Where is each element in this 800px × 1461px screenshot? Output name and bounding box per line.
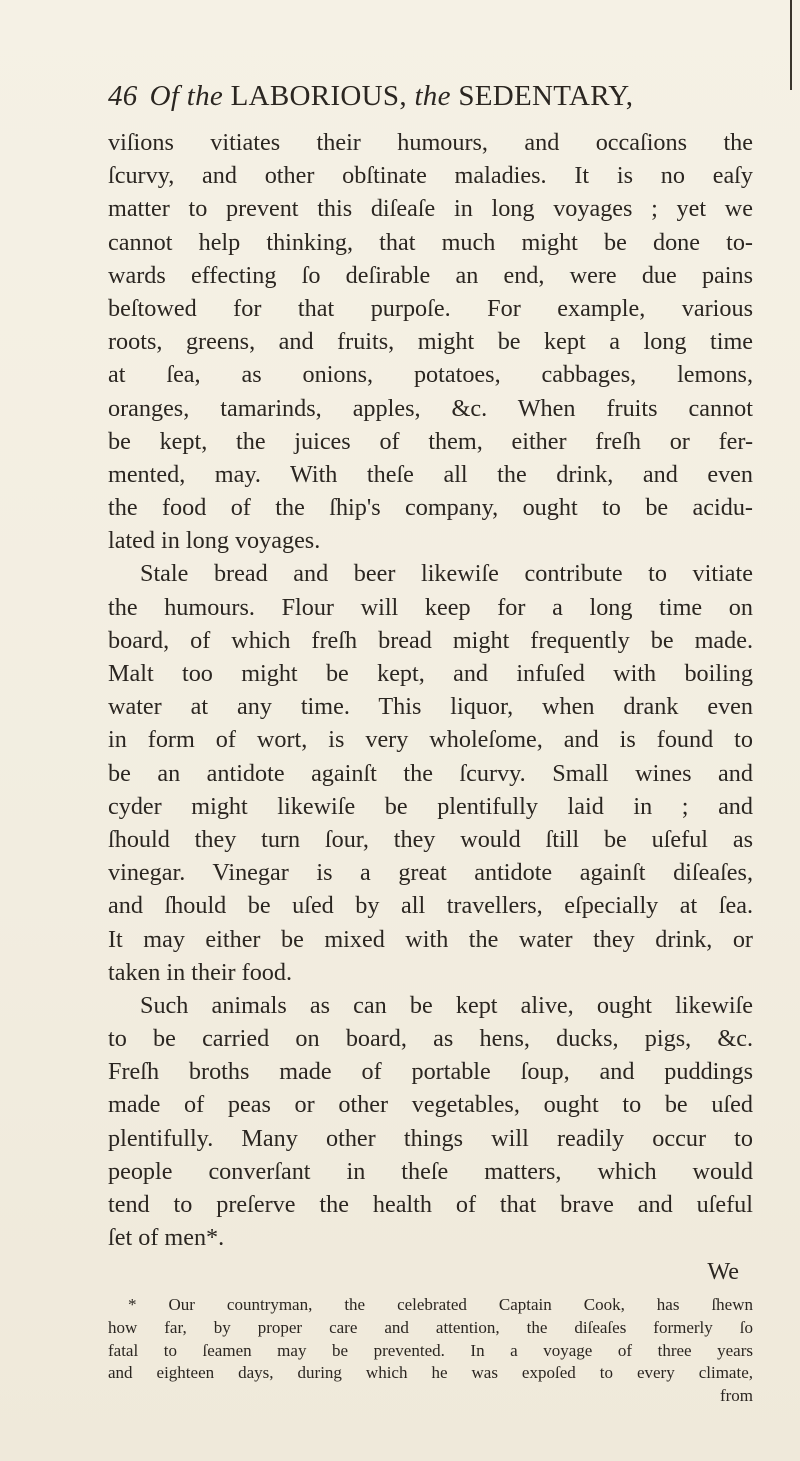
body-line: beſtowed for that purpoſe. For example, various (108, 294, 753, 322)
body-line: Freſh broths made of portable ſoup, and puddings (108, 1058, 753, 1086)
page-number: 46 (108, 80, 138, 112)
body-line-paragraph-end: ſet of men*. (108, 1224, 225, 1252)
header-word-sedentary: SEDENTARY, (458, 80, 634, 112)
body-line: cannot help thinking, that much might be done to- (108, 228, 753, 256)
footnote-line: * Our countryman, the celebrated Captain Cook, has ſhewn (128, 1295, 753, 1315)
running-header (108, 74, 753, 126)
footnote-line: fatal to ſeamen may be prevented. In a voyage of three years (108, 1340, 753, 1360)
text-block (108, 74, 753, 1407)
header-middle: the (414, 80, 451, 112)
body-line: It may either be mixed with the water they drink, or (108, 925, 753, 953)
footnote-catchword: from (719, 1385, 753, 1405)
body-line: be kept, the juices of them, either freſh or fer- (108, 427, 753, 455)
body-line: made of peas or other vegetables, ought to be uſed (108, 1091, 753, 1119)
catchword: We (707, 1258, 739, 1286)
body-line: viſions vitiates their humours, and occaſions the (108, 129, 753, 156)
body-line: tend to preſerve the health of that brave and uſeful (108, 1191, 753, 1218)
body-line-paragraph-start: Such animals as can be kept alive, ought likewiſe (140, 991, 753, 1019)
body-line: mented, may. With theſe all the drink, and even (108, 460, 753, 488)
body-line: wards effecting ſo deſirable an end, were due pains (108, 261, 753, 289)
body-line: and ſhould be uſed by all travellers, eſpecially at ſea. (108, 892, 753, 920)
page-edge-line (790, 0, 792, 90)
body-line-paragraph-end: lated in long voyages. (108, 527, 321, 555)
body-line: be an antidote againſt the ſcurvy. Small wines and (108, 759, 753, 787)
body-line: ſcurvy, and other obſtinate maladies. It is no eaſy (108, 162, 753, 190)
body-line-paragraph-end: taken in their food. (108, 958, 293, 986)
body-line: the humours. Flour will keep for a long time on (108, 593, 753, 621)
body-line: board, of which freſh bread might frequently be made. (108, 626, 753, 654)
body-line: water at any time. This liquor, when drank even (108, 693, 753, 721)
body-line: people converſant in theſe matters, which would (108, 1157, 753, 1185)
body-line: roots, greens, and fruits, might be kept a long time (108, 328, 753, 356)
footnote-line: and eighteen days, during which he was expoſed to every climate, (108, 1363, 753, 1383)
body-line-paragraph-start: Stale bread and beer likewiſe contribute to vitiate (140, 560, 753, 588)
header-prefix: Of the (149, 80, 224, 112)
body-line: Malt too might be kept, and infuſed with boiling (108, 660, 753, 687)
body-line: cyder might likewiſe be plentifully laid in ; and (108, 792, 753, 820)
body-line: in form of wort, is very wholeſome, and is found to (108, 726, 753, 754)
footnote (108, 1294, 753, 1407)
body-line: vinegar. Vinegar is a great antidote againſt diſeaſes, (108, 859, 753, 887)
footnote-line: how far, by proper care and attention, the diſeaſes formerly ſo (108, 1317, 753, 1337)
body-line: ſhould they turn ſour, they would ſtill be uſeful as (108, 825, 753, 853)
body-line: at ſea, as onions, potatoes, cabbages, lemons, (108, 361, 753, 389)
body-text (108, 126, 753, 1254)
body-line: the food of the ſhip's company, ought to be acidu- (108, 494, 753, 522)
body-line: to be carried on board, as hens, ducks, pigs, &c. (108, 1025, 753, 1053)
body-line: oranges, tamarinds, apples, &c. When fruits cannot (108, 394, 753, 422)
body-line: matter to prevent this diſeaſe in long voyages ; yet we (108, 195, 753, 223)
body-line: plentifully. Many other things will readily occur to (108, 1124, 753, 1152)
header-word-laborious: LABORIOUS, (230, 80, 407, 112)
